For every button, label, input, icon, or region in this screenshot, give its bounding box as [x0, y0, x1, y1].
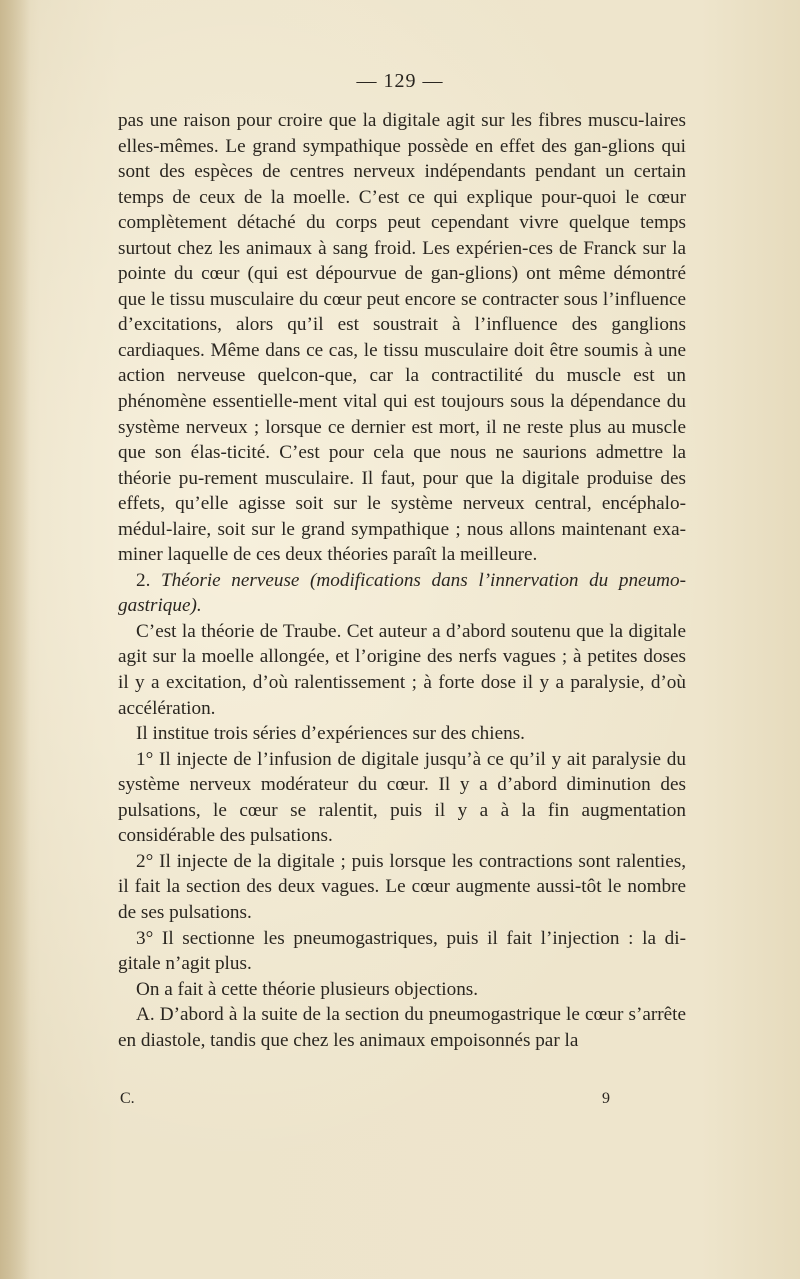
paragraph: C’est la théorie de Traube. Cet auteur a d’abord soutenu que la digitale agit sur la moelle allongée, et l’origine des nerfs vagues ; à petites doses il y a excitation, d’où ralentissement ; à forte dose il y a paralysie, d’où accélération.: [118, 620, 686, 719]
paragraph: A. D’abord à la suite de la section du pneumogastrique le cœur s’arrête en diastole, tandis que chez les animaux empoisonnés par la: [118, 1004, 686, 1051]
section-heading-number: 2.: [136, 569, 151, 591]
paragraph: On a fait à cette théorie plusieurs objections.: [136, 978, 479, 1000]
signature-number: 9: [602, 1090, 610, 1107]
section-heading-text: Théorie nerveuse (modifications dans l’innervation du pneumo-gastrique).: [118, 569, 687, 617]
section-heading: [118, 568, 686, 619]
paragraph: 2° Il injecte de la digitale ; puis lorsque les contractions sont ralenties, il fait la section des deux vagues. Le cœur augmente aussi-tôt le nombre de ses pulsations.: [118, 850, 686, 923]
body-text: [118, 108, 686, 1053]
signature-letter: C.: [120, 1090, 135, 1107]
paragraph: 1° Il injecte de l’infusion de digitale jusqu’à ce qu’il y ait paralysie du système nerveux modérateur du cœur. Il y a d’abord diminution des pulsations, le cœur se ralentit, puis il y a à la fin augmentation considérable des pulsations.: [118, 748, 686, 847]
paragraph: pas une raison pour croire que la digitale agit sur les fibres muscu-laires elles-mêmes. Le grand sympathique possède en effet des gan-glions qui sont des espèces de centres nerveux indépendants pendant un certain temps de ceux de la moelle. C’est ce qui explique pour-quoi le cœur complètement détaché du corps peut cependant vivre quelque temps surtout chez les animaux à sang froid. Les expérien-ces de Franck sur la pointe du cœur (qui est dépourvue de gan-glions) ont même démontré que le tissu musculaire du cœur peut encore se contracter sous l’influence d’excitations, alors qu’il est soustrait à l’influence des ganglions cardiaques. Même dans ce cas, le tissu musculaire doit être soumis à une action nerveuse quelcon-que, car la contractilité du muscle est un phénomène essentielle-ment vital qui est toujours sous la dépendance du système nerveux ; lorsque ce dernier est mort, il ne reste plus au muscle que son élas-ticité. C’est pour cela que nous ne saurions admettre la théorie pu-rement musculaire. Il faut, pour que la digitale produise des effets, qu’elle agisse soit sur le système nerveux central, encéphalo-médul-laire, soit sur le grand sympathique ; nous allons maintenant exa-miner laquelle de ces deux théories paraît la meilleure.: [118, 110, 686, 566]
paragraph: Il institue trois séries d’expériences sur des chiens.: [136, 723, 525, 745]
page-number: — 129 —: [356, 70, 444, 92]
paragraph: 3° Il sectionne les pneumogastriques, puis il fait l’injection : la di-gitale n’agit plus.: [118, 927, 686, 975]
page-left-edge-shadow: [0, 0, 30, 1279]
